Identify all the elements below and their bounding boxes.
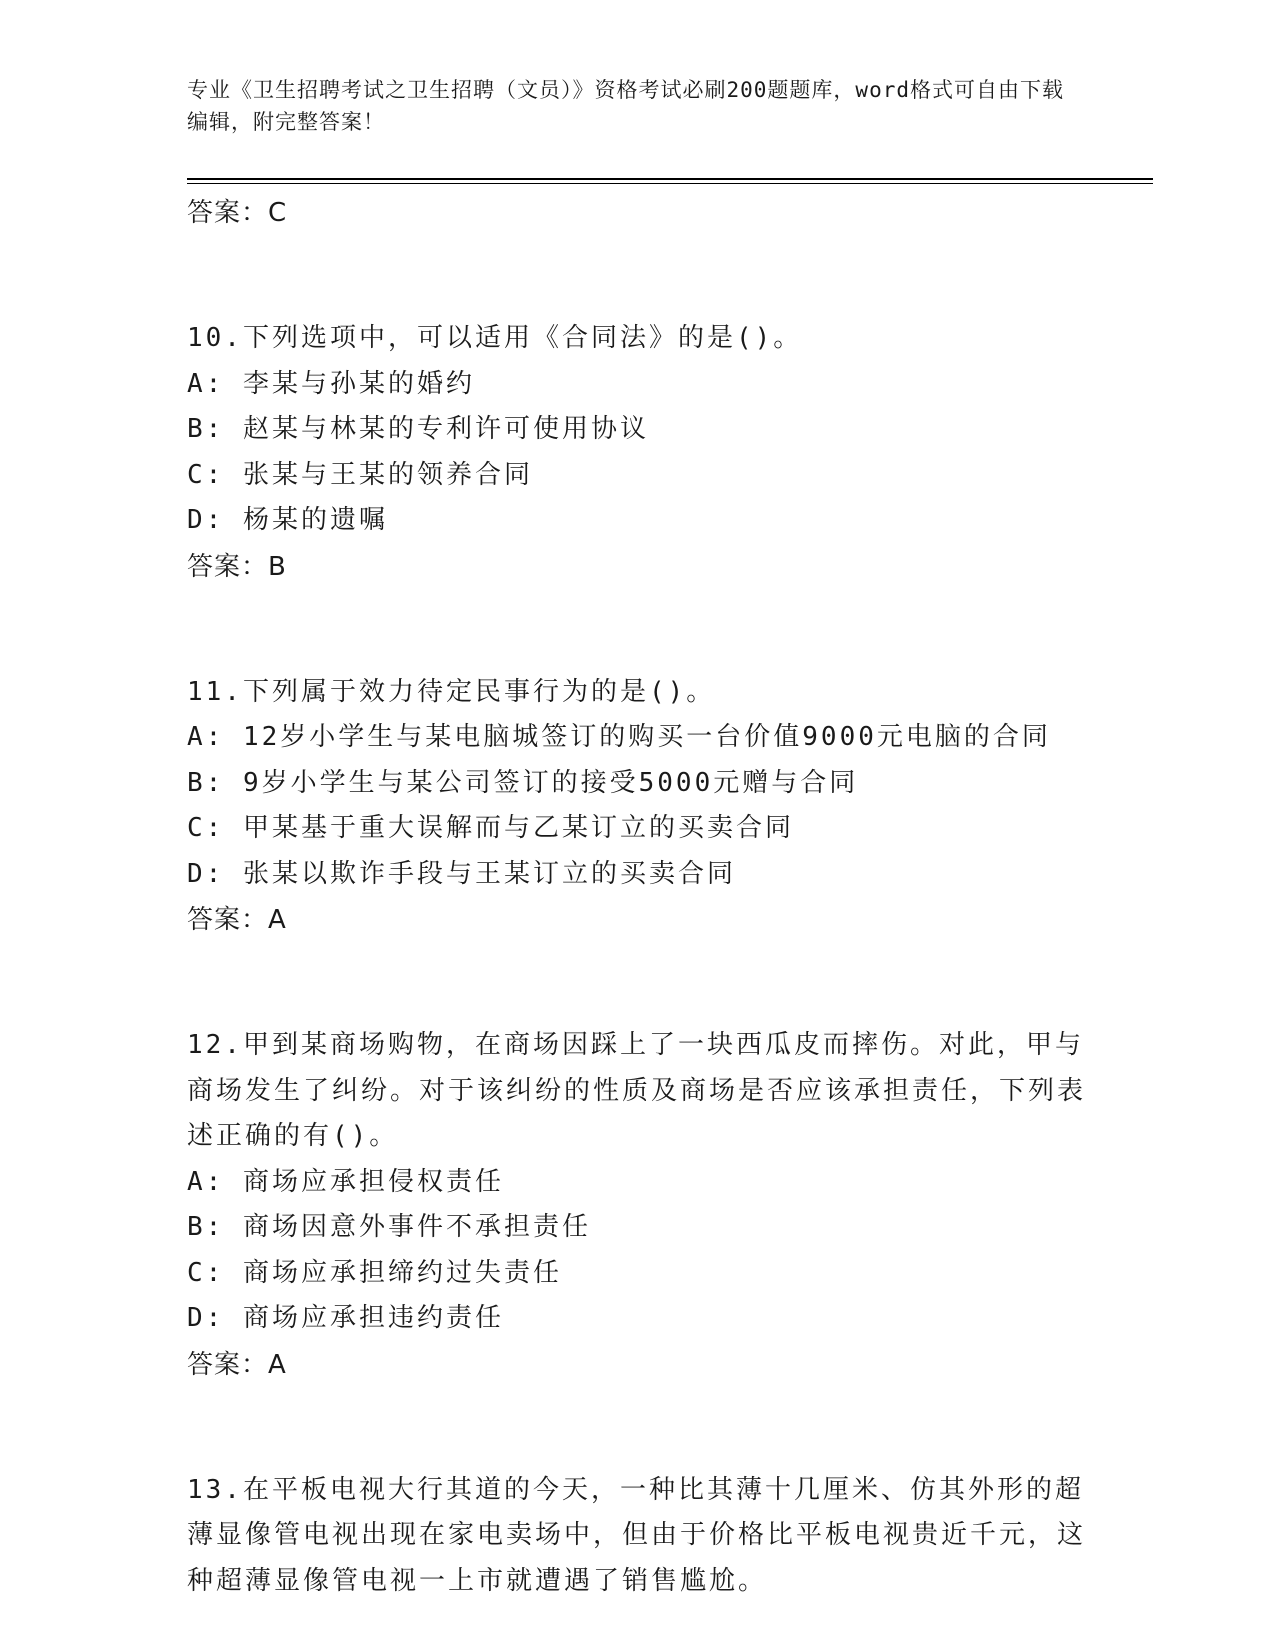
question-block [187, 1468, 1107, 1605]
question-option: C: 甲某基于重大误解而与乙某订立的买卖合同 [187, 813, 794, 843]
question-stem: 12.甲到某商场购物，在商场因踩上了一块西瓜皮而摔伤。对此，甲与商场发生了纠纷。对于该纠纷的性质及商场是否应该承担责任，下列表述正确的有()。 [187, 1030, 1087, 1151]
question-stem: 11.下列属于效力待定民事行为的是()。 [187, 676, 716, 707]
question-option: B: 9岁小学生与某公司签订的接受5000元赠与合同 [187, 767, 859, 798]
question-option: A: 商场应承担侵权责任 [187, 1166, 504, 1197]
header-divider [187, 178, 1153, 180]
question-option: B: 商场因意外事件不承担责任 [187, 1212, 591, 1242]
question-block [187, 670, 1107, 944]
question-option: A: 李某与孙某的婚约 [187, 368, 475, 399]
question-stem: 13.在平板电视大行其道的今天，一种比其薄十几厘米、仿其外形的超薄显像管电视出现在家电卖场中，但由于价格比平板电视贵近千元，这种超薄显像管电视一上市就遭遇了销售尴尬。 [187, 1474, 1087, 1596]
answer-line: 答案：B [187, 551, 287, 582]
question-option: B: 赵某与林某的专利许可使用协议 [187, 414, 649, 444]
question-option: D: 商场应承担违约责任 [187, 1303, 504, 1333]
question-stem: 10.下列选项中，可以适用《合同法》的是()。 [187, 323, 803, 353]
question-block [187, 1023, 1107, 1388]
answer-line: 答案：A [187, 905, 287, 935]
header-divider-thin [187, 183, 1153, 184]
question-block [187, 316, 1107, 590]
question-option: D: 张某以欺诈手段与王某订立的买卖合同 [187, 858, 736, 889]
question-list [187, 316, 1107, 1604]
question-option: C: 张某与王某的领养合同 [187, 459, 533, 490]
document-body [187, 188, 1107, 1604]
question-option: D: 杨某的遗嘱 [187, 505, 388, 535]
question-option: A: 12岁小学生与某电脑城签订的购买一台价值9000元电脑的合同 [187, 722, 1051, 752]
answer-line: 答案：A [187, 1349, 287, 1380]
document-header: 专业《卫生招聘考试之卫生招聘（文员）》资格考试必刷200题题库，word格式可自由下载编辑，附完整答案！ [187, 78, 1064, 134]
answer-line: 答案：C [187, 198, 288, 228]
question-option: C: 商场应承担缔约过失责任 [187, 1257, 562, 1288]
